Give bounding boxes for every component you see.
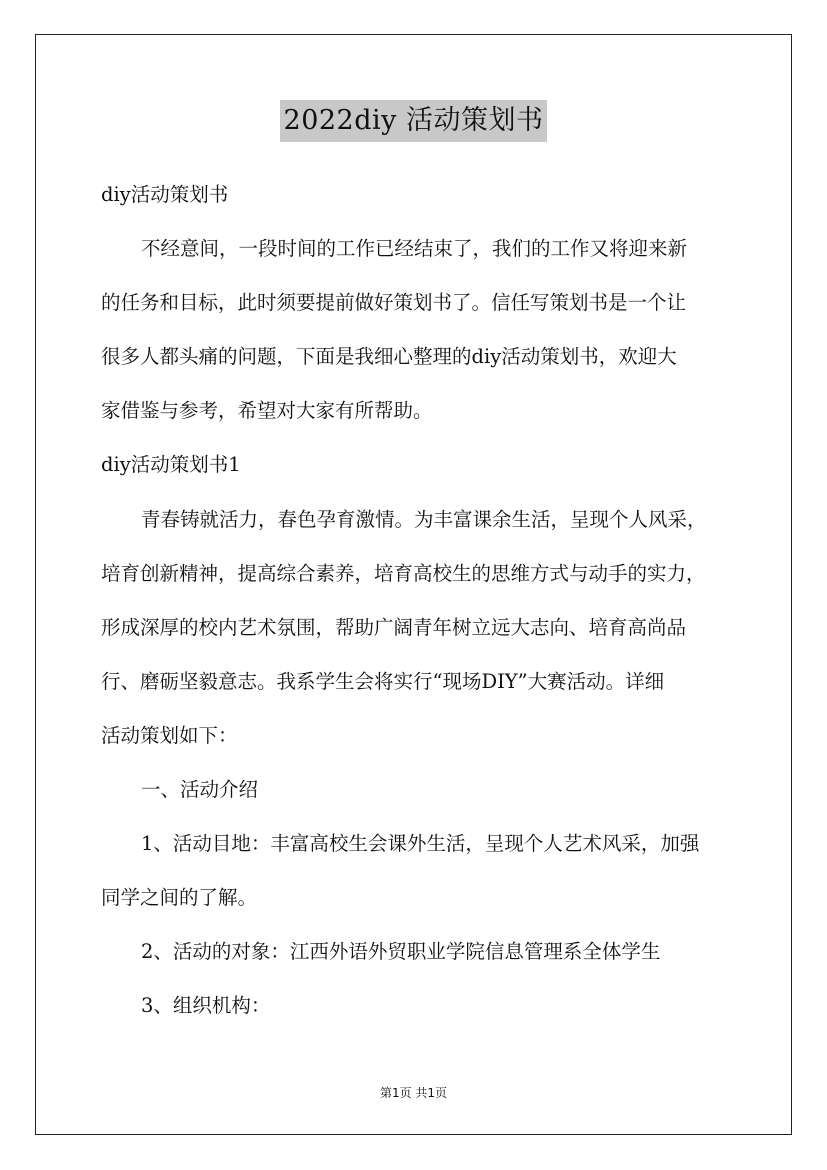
page-number: 第1页 共1页 xyxy=(379,1086,448,1100)
section-heading: diy活动策划书 xyxy=(101,183,229,206)
paragraph-line: 不经意间，一段时间的工作已经结束了，我们的工作又将迎来新 xyxy=(141,237,688,260)
paragraph-line: 3、组织机构： xyxy=(141,994,271,1017)
title-container xyxy=(0,100,827,142)
paragraph-line: 同学之间的了解。 xyxy=(101,886,258,909)
paragraph-line: 青春铸就活力，春色孕育激情。为丰富课余生活，呈现个人风采， xyxy=(141,508,707,531)
paragraph-line: 很多人都头痛的问题，下面是我细心整理的diy活动策划书，欢迎大 xyxy=(101,345,677,368)
subsection-heading: 一、活动介绍 xyxy=(141,778,259,801)
paragraph-line: 1、活动目地：丰富高校生会课外生活，呈现个人艺术风采，加强 xyxy=(141,832,700,855)
paragraph-line: 家借鉴与参考，希望对大家有所帮助。 xyxy=(101,399,433,422)
section-heading: diy活动策划书1 xyxy=(101,453,241,476)
paragraph-line: 培育创新精神，提高综合素养，培育高校生的思维方式与动手的实力， xyxy=(101,562,706,585)
paragraph-line: 行、磨砺坚毅意志。我系学生会将实行“现场DIY”大赛活动。详细 xyxy=(101,670,665,693)
paragraph-line: 形成深厚的校内艺术氛围，帮助广阔青年树立远大志向、培育高尚品 xyxy=(101,616,687,639)
paragraph-line: 活动策划如下： xyxy=(101,724,238,747)
paragraph-line: 的任务和目标，此时须要提前做好策划书了。信任写策划书是一个让 xyxy=(101,291,687,314)
document-title: 2022diy 活动策划书 xyxy=(280,100,548,142)
paragraph-line: 2、活动的对象：江西外语外贸职业学院信息管理系全体学生 xyxy=(141,940,661,963)
